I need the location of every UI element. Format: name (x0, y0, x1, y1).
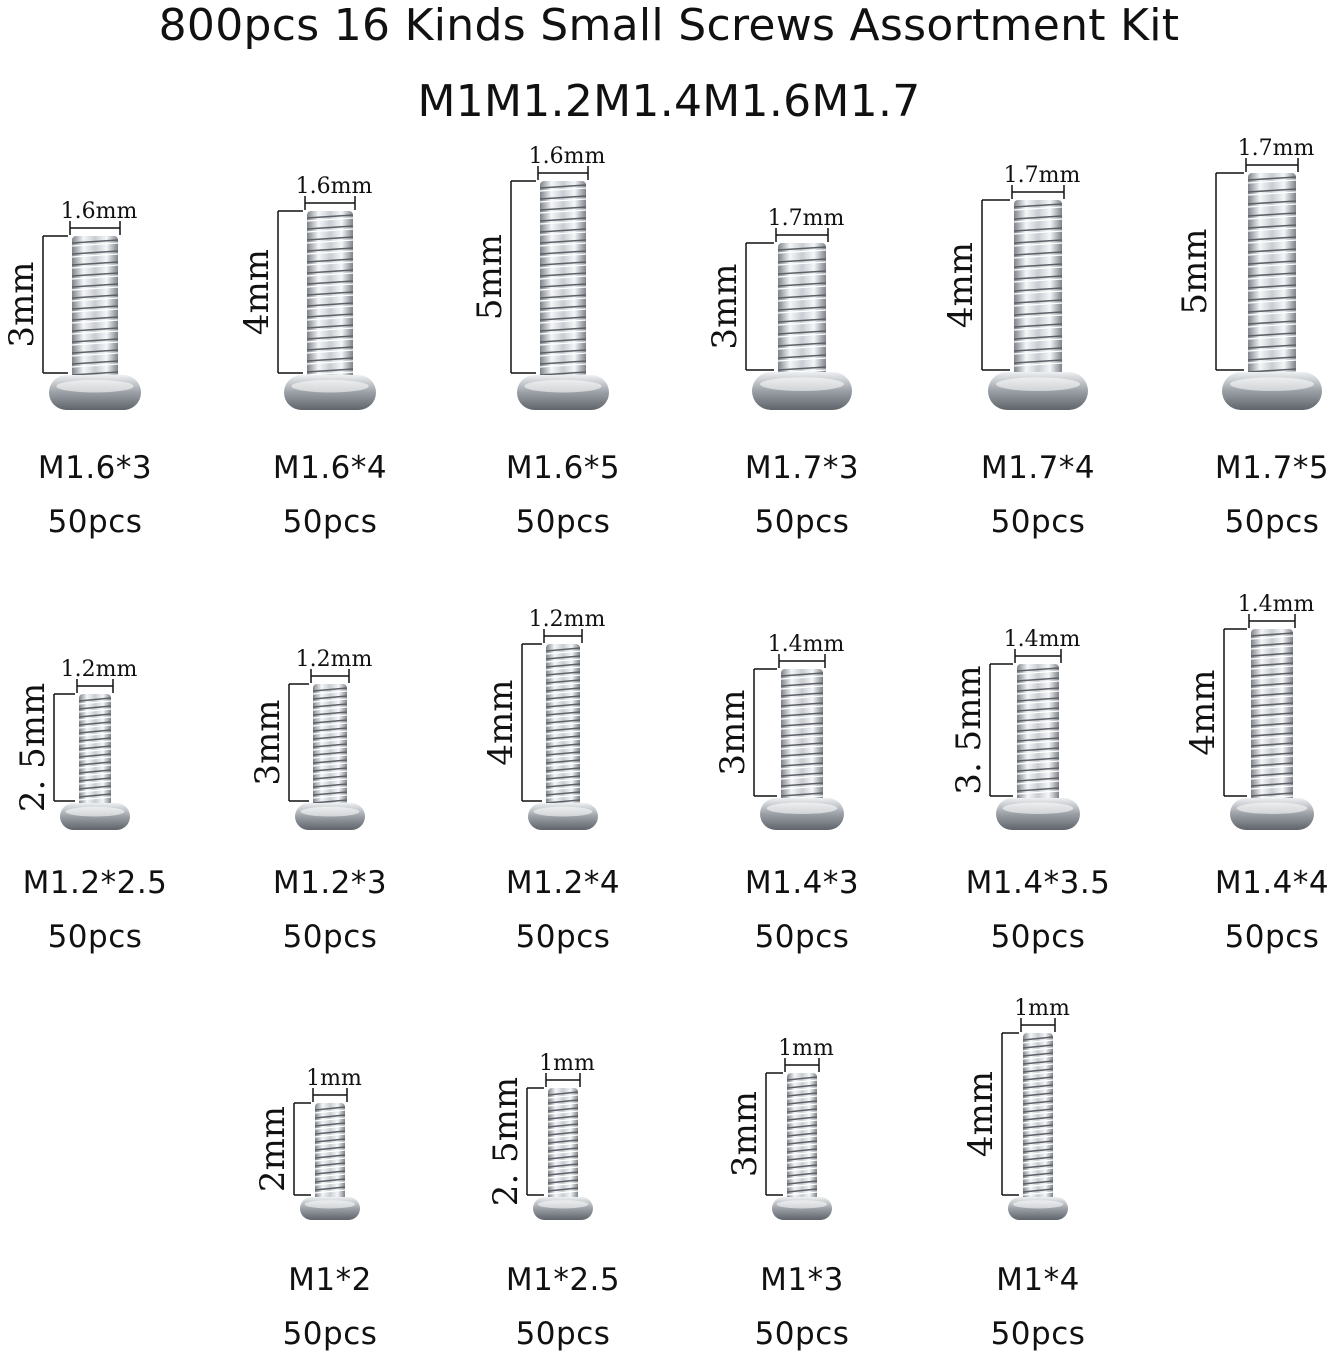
length-label: 3mm (2, 261, 42, 348)
width-label: 1.2mm (295, 647, 373, 672)
screw-m1-6x4 (237, 174, 376, 410)
screw-m1x3 (725, 1036, 834, 1220)
width-label: 1.4mm (767, 632, 845, 657)
screw-m1-2x3 (248, 647, 372, 830)
width-label: 1mm (306, 1066, 362, 1091)
length-label: 4mm (237, 248, 277, 336)
width-label: 1.4mm (1003, 627, 1081, 652)
screw-m1-7x3 (705, 206, 852, 410)
width-label: 1.6mm (528, 144, 606, 169)
width-label: 1.6mm (60, 199, 138, 224)
screw-size-label: M1.7*4 (980, 450, 1096, 486)
screw-m1x4 (961, 996, 1070, 1220)
title-line-2: M1M1.2M1.4M1.6M1.7 (417, 76, 921, 127)
width-label: 1.7mm (767, 206, 845, 231)
screw-m1-2x2-5 (13, 657, 137, 830)
screw-quantity-label: 50pcs (47, 919, 143, 955)
screw-quantity-label: 50pcs (990, 1316, 1086, 1352)
screw-m1-2x4 (481, 607, 605, 830)
screw-size-label: M1*2.5 (505, 1262, 621, 1298)
width-label: 1.6mm (295, 174, 373, 199)
screw-m1x2 (253, 1066, 362, 1220)
width-label: 1.7mm (1237, 136, 1315, 161)
length-label: 2. 5mm (486, 1076, 526, 1207)
screw-size-label: M1.2*3 (272, 865, 388, 901)
screw-quantity-label: 50pcs (515, 919, 611, 955)
length-label: 3mm (713, 689, 753, 776)
screw-m1-7x5 (1175, 136, 1322, 410)
screw-m1-4x3 (713, 632, 844, 830)
screw-m1-6x3 (2, 199, 141, 410)
screw-size-label: M1*3 (760, 1262, 844, 1298)
screw-size-label: M1.2*4 (505, 865, 621, 901)
screw-quantity-label: 50pcs (990, 919, 1086, 955)
screw-m1-4x3-5 (949, 627, 1080, 830)
screw-size-label: M1.7*5 (1214, 450, 1330, 486)
length-label: 5mm (470, 233, 510, 321)
screw-quantity-label: 50pcs (47, 504, 143, 540)
screw-size-label: M1.4*3.5 (965, 865, 1111, 901)
screw-quantity-label: 50pcs (754, 504, 850, 540)
width-label: 1.4mm (1237, 592, 1315, 617)
width-label: 1mm (539, 1051, 595, 1076)
title-line-1: 800pcs 16 Kinds Small Screws Assortment Kit (158, 0, 1180, 51)
screw-size-label: M1.7*3 (744, 450, 860, 486)
screw-quantity-label: 50pcs (990, 504, 1086, 540)
width-label: 1.2mm (528, 607, 606, 632)
screw-m1-6x5 (470, 144, 609, 410)
screw-size-label: M1.2*2.5 (22, 865, 168, 901)
screw-m1-4x4 (1183, 592, 1314, 830)
screw-quantity-label: 50pcs (754, 919, 850, 955)
screw-size-label: M1.6*3 (37, 450, 153, 486)
screw-m1-7x4 (941, 163, 1088, 410)
width-label: 1.7mm (1003, 163, 1081, 188)
screw-size-label: M1.4*4 (1214, 865, 1330, 901)
screw-size-label: M1*4 (996, 1262, 1080, 1298)
length-label: 2mm (253, 1105, 293, 1193)
screw-quantity-label: 50pcs (282, 1316, 378, 1352)
screw-size-label: M1.6*4 (272, 450, 388, 486)
length-label: 3mm (248, 699, 288, 786)
width-label: 1mm (1014, 996, 1070, 1021)
length-label: 4mm (941, 241, 981, 329)
width-label: 1mm (778, 1036, 834, 1061)
screw-size-label: M1.4*3 (744, 865, 860, 901)
screw-m1x2-5 (486, 1051, 595, 1220)
screw-quantity-label: 50pcs (754, 1316, 850, 1352)
length-label: 3mm (705, 263, 745, 350)
screw-quantity-label: 50pcs (282, 919, 378, 955)
screw-size-label: M1*2 (288, 1262, 372, 1298)
screw-quantity-label: 50pcs (1224, 504, 1320, 540)
length-label: 2. 5mm (13, 682, 53, 813)
screw-quantity-label: 50pcs (282, 504, 378, 540)
length-label: 4mm (481, 679, 521, 766)
length-label: 3mm (725, 1090, 765, 1178)
width-label: 1.2mm (60, 657, 138, 682)
screw-quantity-label: 50pcs (515, 1316, 611, 1352)
screw-quantity-label: 50pcs (515, 504, 611, 540)
length-label: 5mm (1175, 228, 1215, 315)
screw-quantity-label: 50pcs (1224, 919, 1320, 955)
length-label: 3. 5mm (949, 665, 989, 795)
length-label: 4mm (1183, 669, 1223, 756)
length-label: 4mm (961, 1070, 1001, 1158)
screw-size-label: M1.6*5 (505, 450, 621, 486)
